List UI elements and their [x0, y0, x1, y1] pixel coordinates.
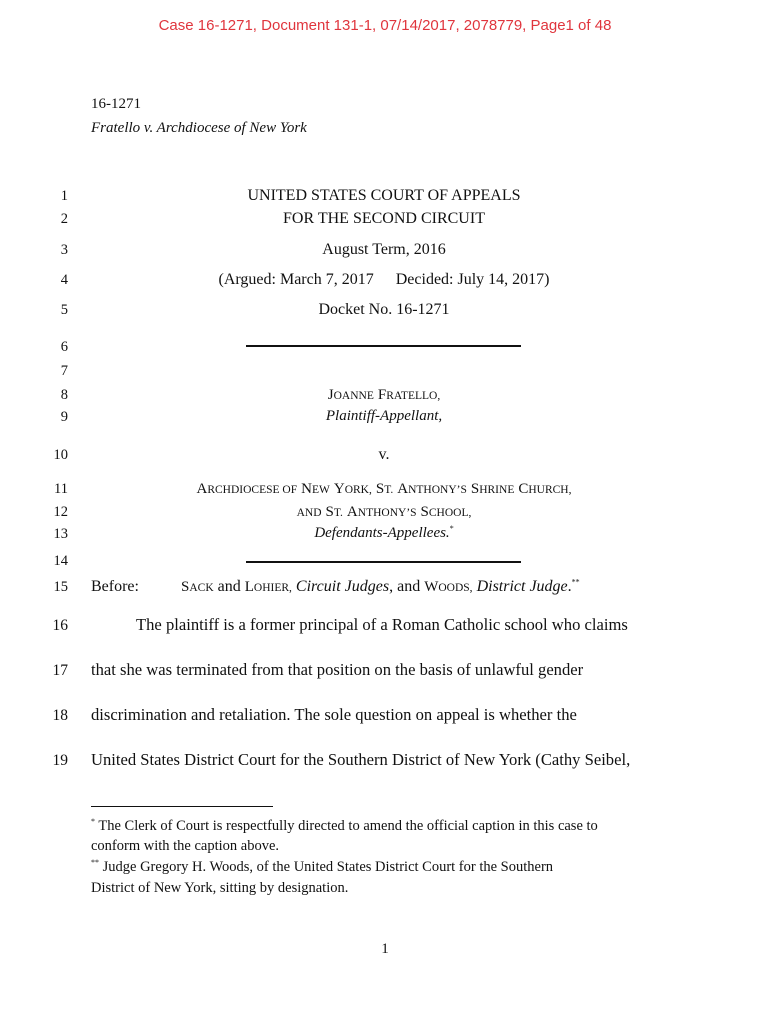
- caption-rule-top: [246, 345, 521, 347]
- line-number: 1: [60, 188, 68, 204]
- body-line: discrimination and retaliation. The sole question on appeal is whether the: [91, 705, 577, 724]
- argued-date: (Argued: March 7, 2017: [218, 271, 374, 288]
- line-number: 15: [53, 579, 68, 595]
- page-number: 1: [381, 941, 389, 957]
- line-number: 17: [52, 662, 68, 679]
- line-number: 6: [60, 339, 68, 355]
- footnote-2: ** Judge Gregory H. Woods, of the United States District Court for the Southern: [91, 858, 554, 875]
- footnote-1: * The Clerk of Court is respectfully directed to amend the official caption in this case to: [91, 817, 598, 834]
- line-number: 13: [53, 526, 68, 542]
- footnote-marker: **: [571, 577, 580, 587]
- body-line: The plaintiff is a former principal of a Roman Catholic school who claims: [136, 615, 628, 634]
- line-number: 5: [60, 302, 68, 318]
- case-header-stamp: Case 16-1271, Document 131-1, 07/14/2017, 2078779, Page1 of 48: [158, 17, 612, 34]
- footnote-marker: *: [449, 524, 454, 533]
- plaintiff-role: Plaintiff-Appellant,: [325, 408, 443, 424]
- docket-number: Docket No. 16-1271: [318, 301, 450, 318]
- line-number: 16: [52, 617, 68, 634]
- before-label: Before:: [91, 578, 139, 595]
- defendant-line-1: ARCHDIOCESE OF NEW YORK, ST. ANTHONY’S SHRINE CHURCH,: [196, 481, 572, 497]
- line-number: 12: [53, 504, 68, 520]
- footnote-1-cont: conform with the caption above.: [91, 838, 280, 854]
- line-number: 14: [53, 553, 68, 569]
- court-term: August Term, 2016: [322, 241, 446, 258]
- line-number: 11: [54, 481, 68, 497]
- line-number: 4: [60, 272, 68, 288]
- line-number: 7: [60, 363, 68, 379]
- defendant-line-2: AND ST. ANTHONY’S SCHOOL,: [296, 504, 472, 520]
- line-number: 2: [60, 211, 68, 227]
- footnote-2-cont: District of New York, sitting by designation.: [91, 880, 349, 896]
- body-line: United States District Court for the Southern District of New York (Cathy Seibel,: [91, 750, 631, 769]
- case-title: Fratello v. Archdiocese of New York: [91, 120, 307, 136]
- line-number: 10: [53, 447, 68, 463]
- versus: v.: [378, 446, 390, 463]
- line-number: 3: [60, 242, 68, 258]
- court-name: UNITED STATES COURT OF APPEALS: [247, 187, 521, 204]
- argued-decided-dates: [90, 271, 678, 289]
- line-number: 18: [52, 707, 68, 724]
- line-number: 8: [60, 387, 68, 403]
- court-circuit: FOR THE SECOND CIRCUIT: [283, 210, 485, 227]
- caption-rule-bottom: [246, 561, 521, 563]
- defendant-role: Defendants-Appellees.*: [314, 524, 454, 541]
- case-number: 16-1271: [91, 96, 141, 112]
- body-line: that she was terminated from that position on the basis of unlawful gender: [91, 660, 584, 679]
- decided-date: Decided: July 14, 2017): [395, 271, 550, 288]
- line-number: 9: [60, 409, 68, 425]
- plaintiff-name: JOANNE FRATELLO,: [327, 387, 441, 403]
- panel-judges: SACK and LOHIER, Circuit Judges, and WOODS, District Judge.**: [181, 577, 580, 595]
- footnote-rule: [91, 806, 273, 807]
- line-number: 19: [52, 752, 68, 769]
